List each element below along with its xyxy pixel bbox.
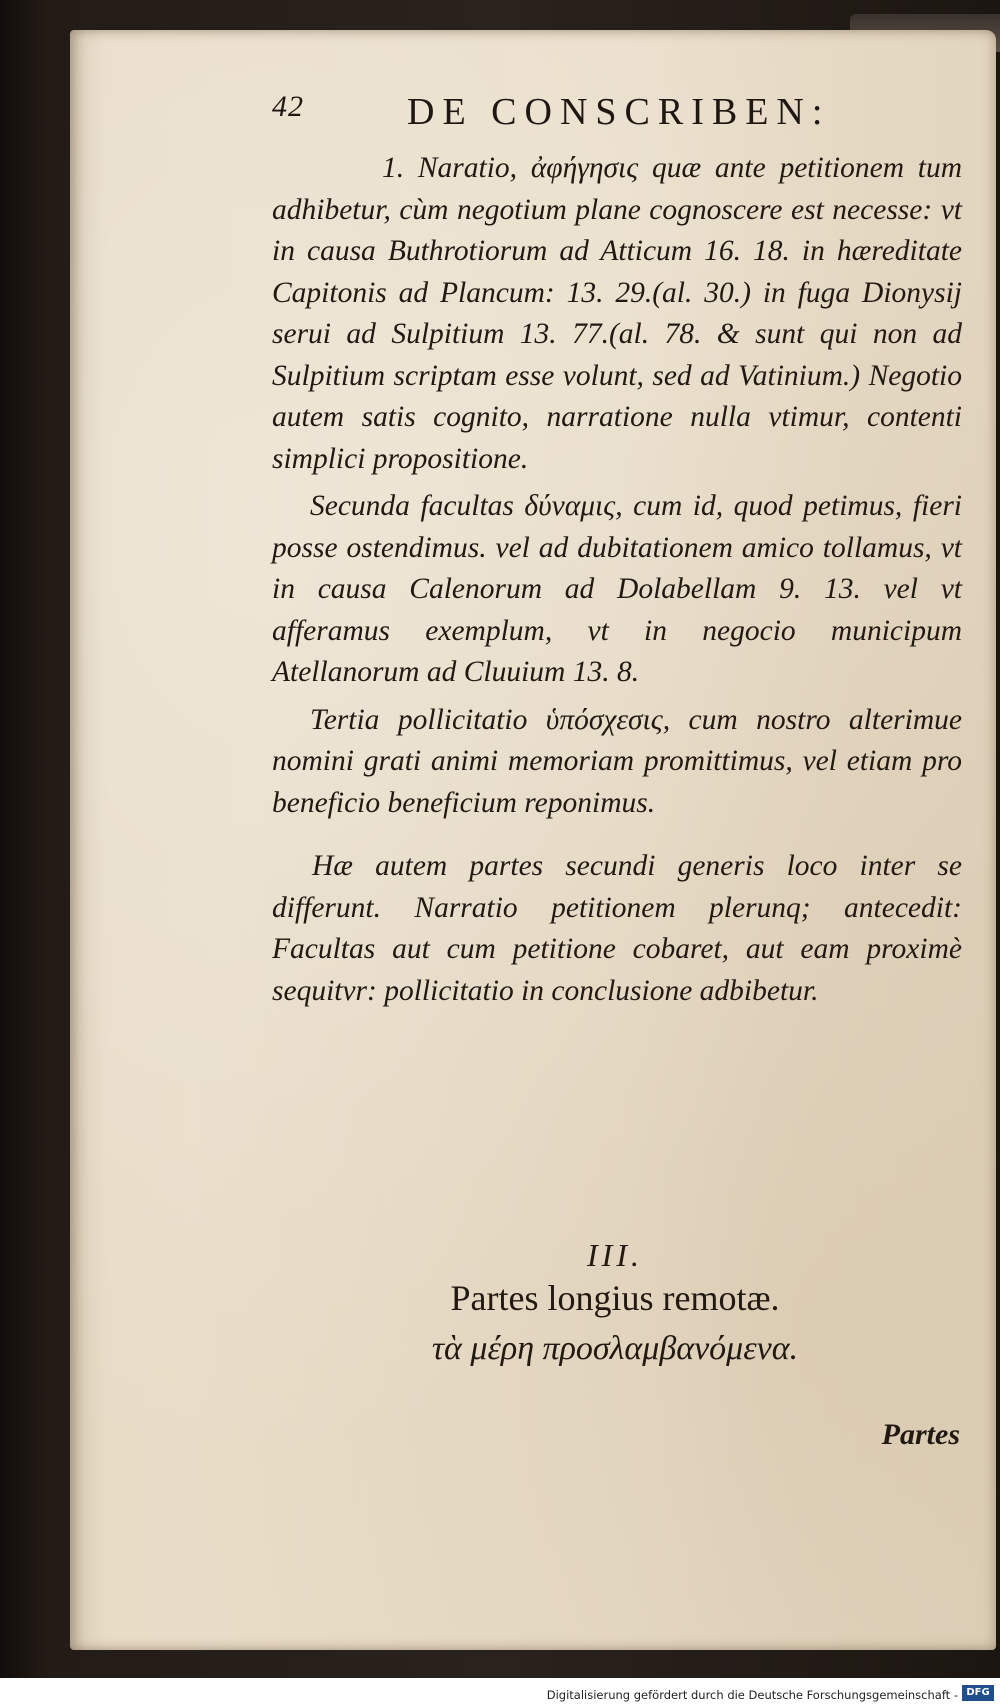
body-text: [272, 148, 962, 1018]
paragraph-pollicitatio: Tertia pollicitatio ὑπόσχεσις, cum nostro alterimue nomini grati animi memoriam promittimus, vel etiam pro beneficio beneficium reponimus.: [272, 703, 962, 819]
catchword: Partes: [881, 1418, 960, 1451]
dfg-logo-icon: DFG: [962, 1685, 994, 1701]
running-title: DE CONSCRIBEN:: [407, 91, 831, 133]
section-greek-title: τὰ μέρη προσλαμβανόμενα.: [431, 1330, 799, 1367]
funding-credit: Digitalisierung gefördert durch die Deutsche Forschungsgemeinschaft -: [546, 1688, 958, 1702]
paragraph-differences: Hæ autem partes secundi generis loco inter se differunt. Narratio petitionem plerunq; antecedit: Facultas aut cum petitione cobaret, aut eam proximè sequitvr: pollicitatio in conclusione adbibetur.: [272, 850, 962, 1007]
paragraph-facultas: Secunda facultas δύναμις, cum id, quod petimus, fieri posse ostendimus. vel ad dubitationem amico tollamus, vt in causa Calenorum ad Dolabellam 9. 13. vel vt afferamus exemplum, vt in negocio municipum Atellanorum ad Cluuium 13. 8.: [272, 490, 962, 688]
page-number: 42: [272, 90, 304, 123]
paragraph-narratio: 1. Naratio, ἀφήγησις quæ ante petitionem tum adhibetur, cùm negotium plane cognoscere est necesse: vt in causa Buthrotiorum ad Atticum 16. 18. in hæreditate Capitonis ad Plancum: 13. 29.(al. 30.) in fuga Dionysij serui ad Sulpitium 13. 77.(al. 78. & sunt qui non ad Sulpitium scriptam esse volunt, sed ad Vatinium.) Negotio autem satis cognito, narratione nulla vtimur, contenti simplici propositione.: [272, 152, 962, 475]
section-number: III.: [587, 1237, 643, 1273]
footer-bar: [0, 1678, 1000, 1706]
running-header: [272, 90, 972, 150]
section-title: Partes longius remotæ.: [450, 1278, 780, 1318]
